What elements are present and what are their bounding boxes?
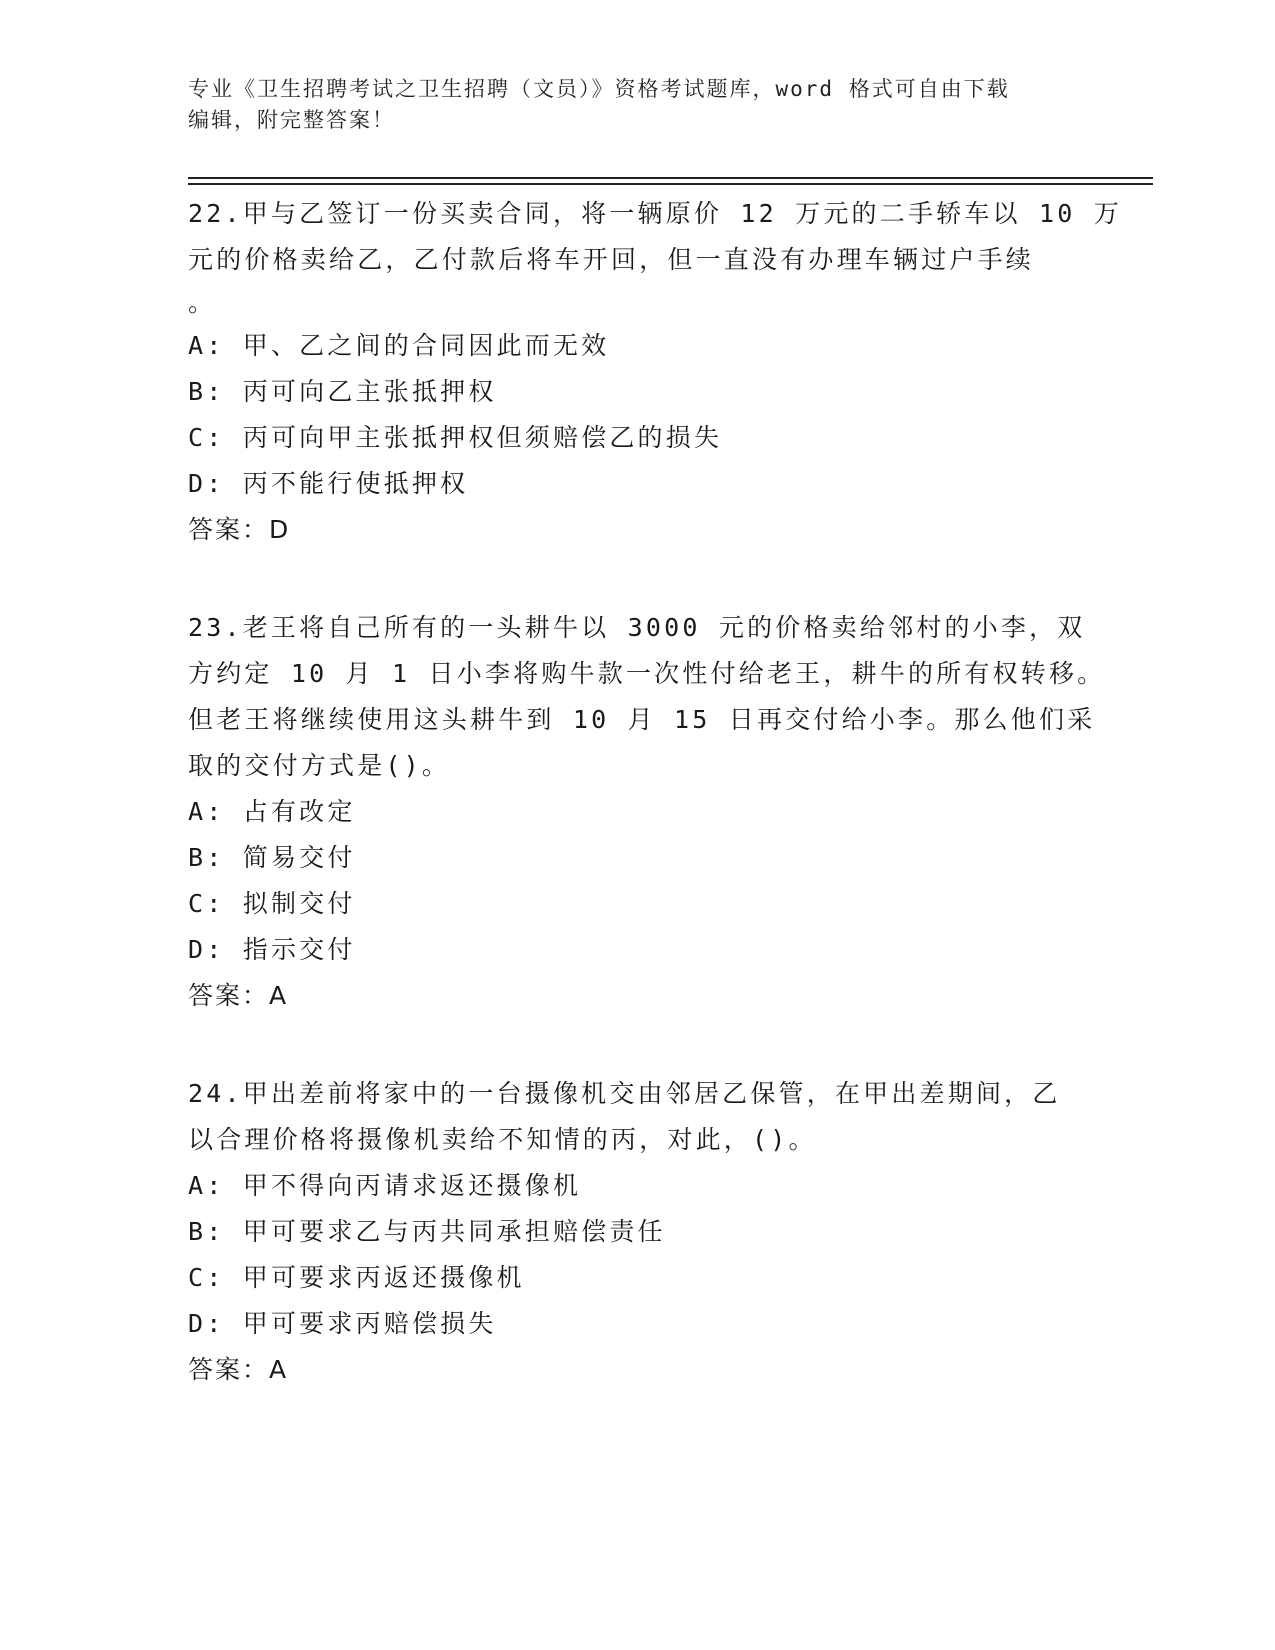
option-d: D: 丙不能行使抵押权 — [188, 469, 469, 498]
question-list — [188, 191, 1122, 1393]
option-a: A: 甲不得向丙请求返还摄像机 — [188, 1171, 582, 1200]
answer-label: 答案：A — [188, 981, 289, 1010]
header-line-1: 专业《卫生招聘考试之卫生招聘（文员）》资格考试题库，word 格式可自由下载 — [188, 77, 1010, 101]
option-b: B: 丙可向乙主张抵押权 — [188, 377, 497, 406]
option-a: A: 占有改定 — [188, 797, 356, 826]
question-stem-line: 但老王将继续使用这头耕牛到 10 月 15 日再交付给小李。那么他们采 — [188, 705, 1096, 734]
option-c: C: 丙可向甲主张抵押权但须赔偿乙的损失 — [188, 423, 723, 452]
answer-label: 答案：D — [188, 515, 291, 544]
option-c: C: 甲可要求丙返还摄像机 — [188, 1263, 525, 1292]
answer-label: 答案：A — [188, 1355, 289, 1384]
question-stem-line: 24.甲出差前将家中的一台摄像机交由邻居乙保管，在甲出差期间，乙 — [188, 1079, 1061, 1108]
question-22 — [188, 191, 1122, 553]
option-c: C: 拟制交付 — [188, 889, 356, 918]
question-stem-line: 取的交付方式是()。 — [188, 751, 451, 780]
option-b: B: 甲可要求乙与丙共同承担赔偿责任 — [188, 1217, 666, 1246]
question-23 — [188, 605, 1106, 1019]
header-line-2: 编辑，附完整答案！ — [188, 108, 395, 132]
option-d: D: 甲可要求丙赔偿损失 — [188, 1309, 497, 1338]
question-stem-line: 元的价格卖给乙，乙付款后将车开回，但一直没有办理车辆过户手续 — [188, 245, 1035, 274]
option-a: A: 甲、乙之间的合同因此而无效 — [188, 331, 610, 360]
question-stem-line: 以合理价格将摄像机卖给不知情的丙，对此，()。 — [188, 1125, 817, 1154]
question-stem-line: 。 — [188, 288, 217, 317]
question-stem-line: 方约定 10 月 1 日小李将购牛款一次性付给老王，耕牛的所有权转移。 — [188, 659, 1106, 688]
question-24 — [188, 1071, 1088, 1393]
option-d: D: 指示交付 — [188, 935, 356, 964]
header-divider-top — [188, 177, 1153, 179]
question-stem-line: 22.甲与乙签订一份买卖合同，将一辆原价 12 万元的二手轿车以 10 万 — [188, 199, 1122, 228]
option-b: B: 简易交付 — [188, 843, 356, 872]
question-stem-line: 23.老王将自己所有的一头耕牛以 3000 元的价格卖给邻村的小李，双 — [188, 613, 1086, 642]
document-header — [188, 74, 1068, 136]
header-divider-bottom — [188, 183, 1153, 185]
